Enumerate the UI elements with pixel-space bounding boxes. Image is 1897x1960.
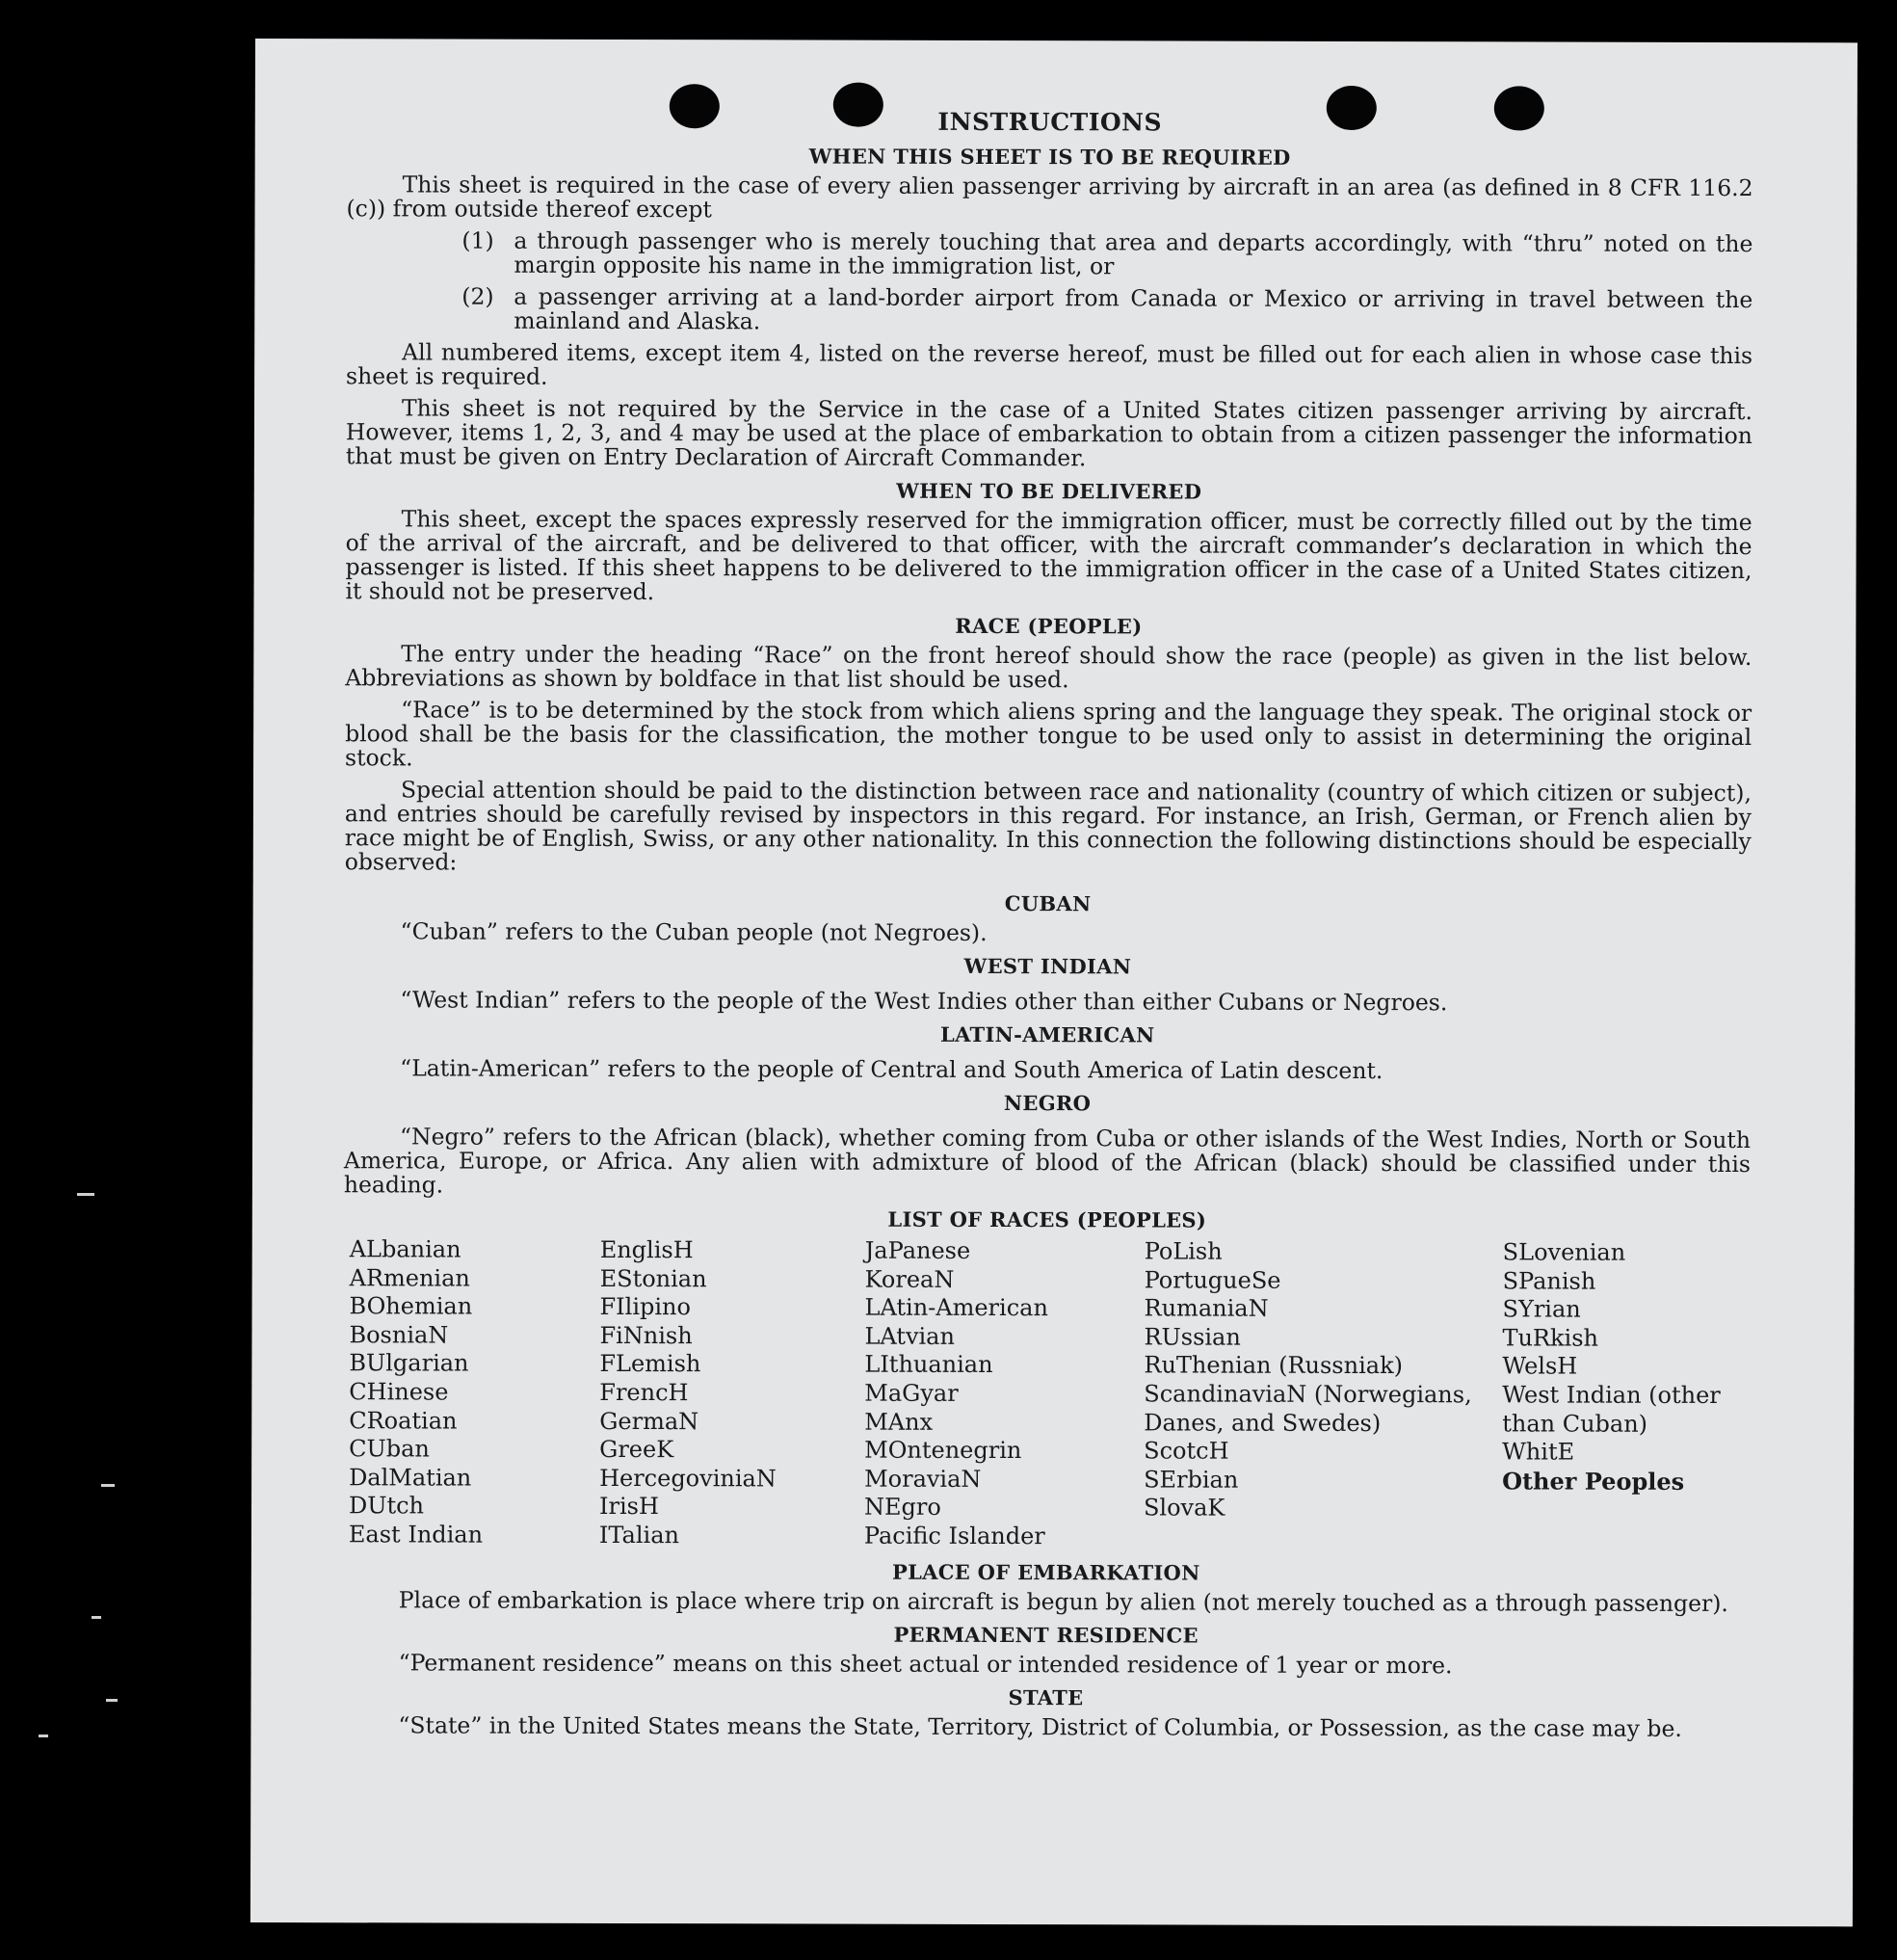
race-entry: MaGyar: [864, 1379, 959, 1407]
race-entry: RUssian: [1144, 1323, 1241, 1351]
exception-item: [461, 226, 1753, 281]
section-heading-cuban: CUBAN: [1004, 891, 1092, 916]
race-entry: Pacific Islander: [863, 1522, 1045, 1550]
paragraph: All numbered items, except item 4, listed on the reverse hereof, must be filled out for each alien in whose case this sheet is required.: [346, 338, 1753, 390]
scan-mark: [92, 1616, 101, 1619]
race-entry: CUban: [349, 1435, 430, 1463]
race-entry: MOntenegrin: [864, 1436, 1022, 1465]
paragraph: The entry under the heading “Race” on the front hereof should show the race (people) as given in the list below. Abbreviations as shown by boldface in that list should be used.: [345, 640, 1752, 694]
race-entry: JaPanese: [864, 1236, 971, 1264]
scan-mark: [106, 1699, 118, 1702]
race-entry: ALbanian: [349, 1235, 461, 1263]
section-heading-latin-american: LATIN-AMERICAN: [940, 1021, 1155, 1047]
paragraph: This sheet, except the spaces expressly reserved for the immigration officer, must be correctly filled out by the time of the arrival of the aircraft, and be delivered to that officer, with the aircraft commander’s declaration in which the passenger is listed. If this sheet happens to be delivered to the immigration officer in the case of a United States citizen, it should not be preserved.: [345, 505, 1752, 606]
section-heading-list-of-races: LIST OF RACES (PEOPLES): [887, 1206, 1207, 1232]
race-entry: KoreaN: [864, 1265, 955, 1293]
race-entry: GreeK: [599, 1436, 674, 1464]
race-entry: SlovaK: [1143, 1494, 1225, 1522]
scan-mark: [101, 1484, 115, 1487]
race-entry: SLovenian: [1502, 1238, 1626, 1266]
race-entry: IrisH: [598, 1493, 659, 1521]
race-entry: FIlipino: [599, 1293, 692, 1321]
paragraph: Place of embarkation is place where trip on aircraft is begun by alien (not merely touched as a through passenger).: [398, 1585, 1728, 1617]
instructions-content: [342, 96, 1752, 1748]
paragraph: This sheet is required in the case of every alien passenger arriving by aircraft in an area (as defined in 8 CFR 116.2 (c)) from outside thereof except: [346, 171, 1753, 224]
race-entry: FLemish: [599, 1350, 701, 1378]
races-column: [1144, 1237, 1503, 1552]
scan-mark: [39, 1735, 48, 1737]
race-entry-other: Other Peoples: [1502, 1467, 1685, 1496]
race-entry: WhitE: [1502, 1438, 1575, 1466]
race-entry: ScotcH: [1144, 1437, 1229, 1465]
page-title: INSTRUCTIONS: [937, 107, 1163, 137]
race-entry: PoLish: [1144, 1237, 1223, 1265]
race-entry: BUlgarian: [349, 1349, 469, 1377]
document-page: [250, 39, 1857, 1926]
race-entry: MoraviaN: [864, 1465, 982, 1493]
section-heading-when-delivered: WHEN TO BE DELIVERED: [896, 478, 1202, 504]
section-heading-race: RACE (PEOPLE): [955, 613, 1143, 639]
race-entry: BOhemian: [349, 1292, 473, 1320]
race-entry: CRoatian: [349, 1406, 458, 1435]
races-column: [349, 1235, 600, 1549]
race-entry: EnglisH: [599, 1235, 694, 1264]
item-number: (2): [461, 282, 494, 310]
paragraph: “West Indian” refers to the people of the West Indies other than either Cubans or Negroes.: [400, 986, 1448, 1017]
section-heading-residence: PERMANENT RESIDENCE: [893, 1622, 1199, 1648]
race-entry: ITalian: [598, 1521, 680, 1549]
race-entry: East Indian: [348, 1521, 484, 1549]
paragraph: This sheet is not required by the Service in the case of a United States citizen passenger arriving by aircraft. However, items 1, 2, 3, and 4 may be used at the place of embarkation to obtain from a citizen passenger the information that must be given on Entry Declaration of Aircraft Commander.: [345, 394, 1753, 472]
paragraph: “Cuban” refers to the Cuban people (not Negroes).: [400, 917, 988, 946]
section-heading-state: STATE: [1008, 1684, 1084, 1709]
race-entry: NEgro: [863, 1494, 941, 1522]
race-entry: ScandinaviaN (Norwegians, Danes, and Swedes): [1144, 1380, 1472, 1437]
race-entry: DUtch: [348, 1492, 425, 1520]
race-entry: FrencH: [599, 1378, 689, 1407]
race-entry: CHinese: [349, 1378, 449, 1406]
paragraph: “State” in the United States means the State, Territory, District of Columbia, or Possession, as the case may be.: [398, 1710, 1682, 1742]
race-entry: FiNnish: [599, 1321, 693, 1349]
race-entry: GermaN: [599, 1407, 699, 1435]
race-entry: West Indian (other than Cuban): [1502, 1381, 1721, 1438]
item-text: a through passenger who is merely touching that area and departs accordingly, with “thru” noted on the margin opposite his name in the immigration list, or: [514, 226, 1753, 280]
race-entry: EStonian: [599, 1264, 707, 1292]
section-heading-when-required: WHEN THIS SHEET IS TO BE REQUIRED: [808, 144, 1291, 170]
race-entry: TuRkish: [1502, 1324, 1599, 1352]
section-heading-west-indian: WEST INDIAN: [963, 953, 1132, 979]
section-heading-embarkation: PLACE OF EMBARKATION: [891, 1559, 1200, 1585]
race-entry: LAtvian: [864, 1322, 956, 1350]
race-entry: DalMatian: [349, 1464, 472, 1492]
race-entry: SYrian: [1502, 1295, 1581, 1323]
race-entry: SPanish: [1502, 1266, 1596, 1295]
section-heading-negro: NEGRO: [1003, 1091, 1092, 1116]
race-entry: MAnx: [864, 1408, 934, 1436]
race-entry: ARmenian: [349, 1263, 470, 1292]
paragraph: Special attention should be paid to the distinction between race and nationality (country of which citizen or subject), and entries should be carefully revised by inspectors in this regard. For instance, an Irish, German, or French alien by race might be of English, Swiss, or any other nationality. In this connection the following distinctions should be especially observed:: [344, 776, 1752, 876]
race-entry: RuThenian (Russniak): [1144, 1351, 1404, 1380]
race-entry: LIthuanian: [864, 1351, 993, 1379]
paragraph: “Race” is to be determined by the stock from which aliens spring and the language they speak. The original stock or blood shall be the basis for the classification, the mother tongue to be used only to assist in determining the original stock.: [345, 696, 1752, 772]
race-entry: PortugueSe: [1144, 1266, 1281, 1294]
race-entry: RumaniaN: [1144, 1294, 1269, 1322]
paragraph: “Negro” refers to the African (black), whether coming from Cuba or other islands of the West Indies, North or South America, Europe, or Africa. Any alien with admixture of blood of the African (black) should be classified under this heading.: [343, 1123, 1752, 1199]
race-entry: BosniaN: [349, 1321, 449, 1349]
race-entry: LAtin-American: [864, 1293, 1048, 1322]
item-number: (1): [461, 226, 494, 254]
races-column: [1502, 1238, 1756, 1552]
races-list: [349, 1235, 1751, 1552]
scan-mark: [77, 1193, 94, 1196]
race-entry: HercegoviniaN: [599, 1464, 777, 1493]
item-text: a passenger arriving at a land-border airport from Canada or Mexico or arriving in travel between the mainland and Alaska.: [514, 282, 1753, 335]
paragraph: “Latin-American” refers to the people of Central and South America of Latin descent.: [400, 1054, 1383, 1085]
race-entry: WelsH: [1502, 1352, 1578, 1380]
races-column: [599, 1236, 865, 1550]
paragraph: “Permanent residence” means on this sheet actual or intended residence of 1 year or more.: [398, 1648, 1453, 1679]
exception-item: [461, 282, 1753, 337]
race-entry: SErbian: [1144, 1466, 1239, 1494]
races-column: [864, 1237, 1145, 1551]
